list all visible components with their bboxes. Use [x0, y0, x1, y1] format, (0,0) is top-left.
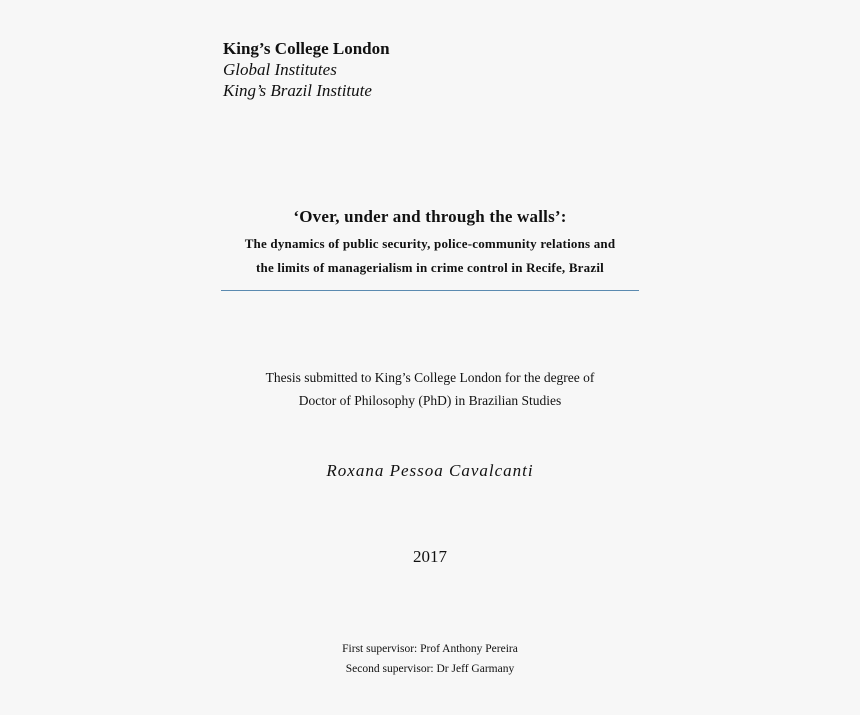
submission-year: 2017 [413, 547, 447, 566]
title-divider [221, 290, 639, 291]
thesis-subtitle-line-1: The dynamics of public security, police-community relations and [244, 236, 616, 251]
first-supervisor: First supervisor: Prof Anthony Pereira [342, 643, 518, 655]
submission-line-2: Doctor of Philosophy (PhD) in Brazilian Studies [298, 393, 562, 408]
thesis-subtitle-line-2: the limits of managerialism in crime control in Recife, Brazil [256, 260, 604, 275]
thesis-title-block [221, 206, 639, 280]
supervisors-block [230, 639, 630, 679]
second-supervisor: Second supervisor: Dr Jeff Garmany [345, 663, 515, 675]
institution-block [223, 38, 390, 101]
submission-statement [180, 366, 680, 412]
faculty-name: Global Institutes [223, 60, 337, 79]
thesis-title: ‘Over, under and through the walls’: [293, 207, 567, 226]
college-name: King’s College London [223, 39, 390, 58]
submission-line-1: Thesis submitted to King’s College London for the degree of [265, 370, 595, 385]
thesis-subtitle [221, 232, 639, 280]
institute-name: King’s Brazil Institute [223, 81, 372, 100]
author-name: Roxana Pessoa Cavalcanti [326, 461, 534, 480]
